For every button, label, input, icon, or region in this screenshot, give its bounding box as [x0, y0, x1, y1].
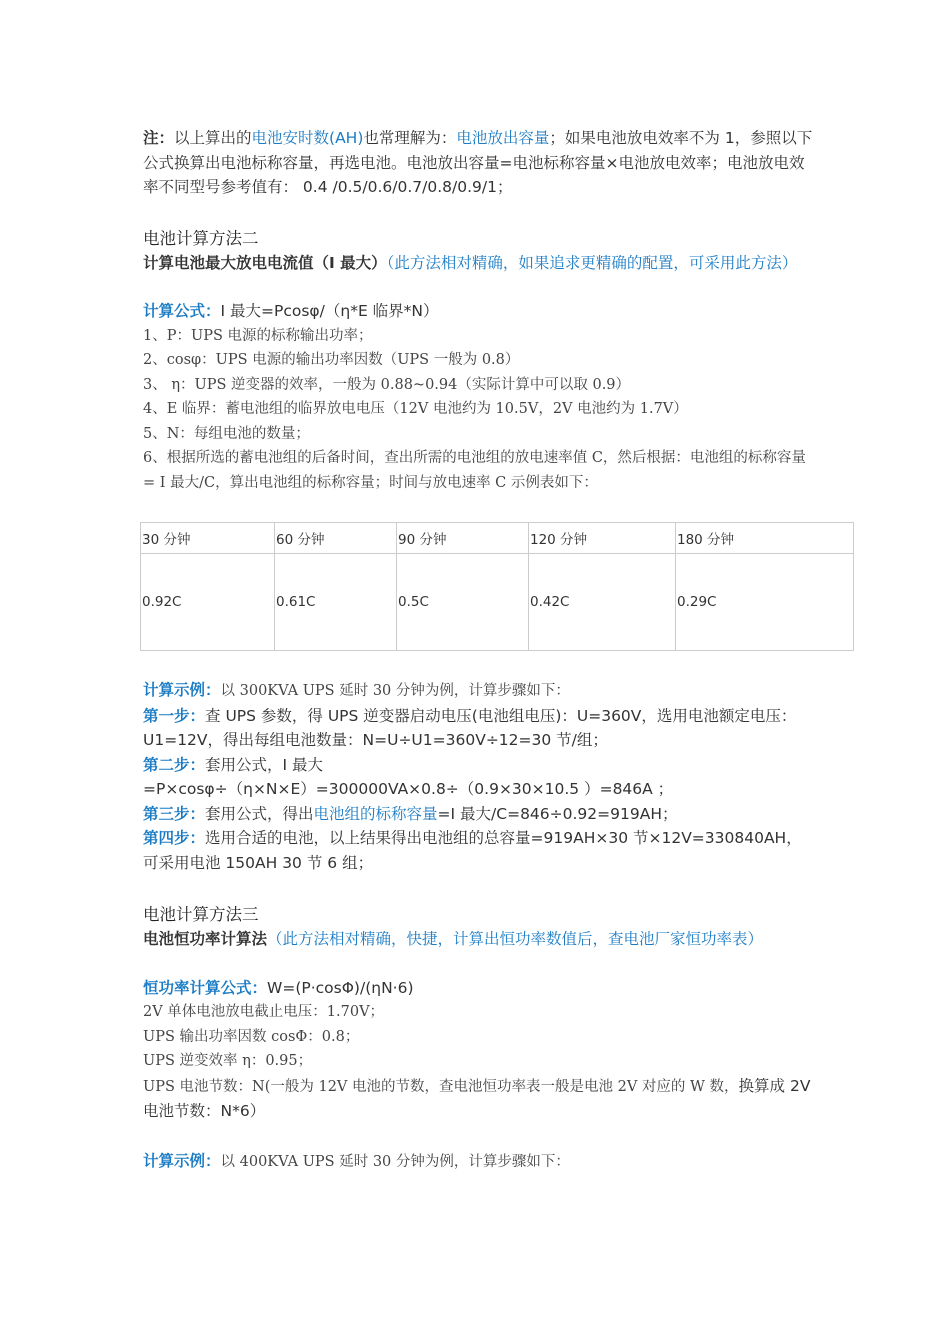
method3-heading: 电池计算方法三: [143, 905, 259, 924]
document-body: [143, 126, 813, 495]
table-header-cell: 180 分钟: [676, 523, 854, 554]
example1-intro: 计算示例：以 300KVA UPS 延时 30 分钟为例，计算步骤如下：: [143, 681, 570, 699]
example1-step2: 第二步：套用公式，I 最大: [143, 755, 324, 774]
table-cell: 0.29C: [676, 554, 854, 651]
example1-step4: 第四步：选用合适的电池，以上结果得出电池组的总容量=919AH×30 节×12V=330840AH，可采用电池 150AH 30 节 6 组；: [143, 829, 802, 872]
method2-item-6: 6、根据所选的蓄电池组的后备时间，查出所需的电池组的放电速率值 C，然后根据：电池组的标称容量= I 最大/C，算出电池组的标称容量；时间与放电速率 C 示例表如下：: [143, 450, 806, 491]
method3-item-3: UPS 逆变效率 η：0.95；: [143, 1053, 313, 1069]
table-row: [141, 554, 854, 651]
example1-step1: 第一步：查 UPS 参数，得 UPS 逆变器启动电压(电池组电压)：U=360V，选用电池额定电压： U1=12V，得出每组电池数量：N=U÷U1=360V÷12=30 节/组；: [143, 706, 797, 749]
note-paragraph: 注：以上算出的电池安时数(AH)也常理解为：电池放出容量；如果电池放电效率不为 1，参照以下公式换算出电池标称容量，再选电池。电池放出容量=电池标称容量×电池放电效率；电池放电效率不同型号参考值有： 0.4 /0.5/0.6/0.7/0.8/0.9/1；: [143, 129, 813, 196]
note-label: 注：: [143, 129, 175, 147]
example1-step3: 第三步：套用公式，得出电池组的标称容量=I 最大/C=846÷0.92=919AH；: [143, 804, 678, 823]
battery-ah-term: 电池安时数(AH): [251, 129, 364, 147]
method3-item-4: UPS 电池节数：N(一般为 12V 电池的节数，查电池恒功率表一般是电池 2V 对应的 W 数，换算成 2V 电池节数：N*6）: [143, 1076, 811, 1120]
table-header-cell: 120 分钟: [529, 523, 676, 554]
table-cell: 0.42C: [529, 554, 676, 651]
table-header-cell: 90 分钟: [397, 523, 529, 554]
table-header-cell: 30 分钟: [141, 523, 275, 554]
method2-formula: 计算公式：I 最大=Pcosφ/（η*E 临界*N）: [143, 302, 439, 320]
method2-item-1: 1、P：UPS 电源的标称输出功率；: [143, 327, 373, 344]
example2-intro: 计算示例：以 400KVA UPS 延时 30 分钟为例，计算步骤如下：: [143, 1151, 570, 1170]
method3-formula: 恒功率计算公式：W=(P·cosΦ)/(ηN·6): [143, 978, 414, 997]
method2-item-4: 4、E 临界：蓄电池组的临界放电电压（12V 电池约为 10.5V，2V 电池约为 1.7V）: [143, 401, 688, 417]
table-header-cell: 60 分钟: [275, 523, 397, 554]
discharge-capacity-term: 电池放出容量: [456, 129, 550, 147]
nominal-capacity-term: 电池组的标称容量: [313, 804, 438, 823]
method3-item-1: 2V 单体电池放电截止电压：1.70V；: [143, 1004, 385, 1020]
method3-item-2: UPS 输出功率因数 cosΦ：0.8；: [143, 1028, 360, 1045]
method3-subtitle: 电池恒功率计算法（此方法相对精确，快捷，计算出恒功率数值后，查电池厂家恒功率表）: [143, 930, 764, 948]
method2-item-5: 5、N：每组电池的数量；: [143, 425, 310, 442]
table-cell: 0.61C: [275, 554, 397, 651]
method2-subtitle: 计算电池最大放电电流值（I 最大）（此方法相对精确，如果追求更精确的配置，可采用此方法）: [143, 253, 798, 272]
table-header-row: [141, 523, 854, 554]
method2-item-2: 2、cosφ：UPS 电源的输出功率因数（UPS 一般为 0.8）: [143, 352, 520, 368]
table-cell: 0.92C: [141, 554, 275, 651]
method2-item-3: 3、 η：UPS 逆变器的效率，一般为 0.88~0.94（实际计算中可以取 0.9）: [143, 376, 631, 393]
method2-heading: 电池计算方法二: [143, 228, 259, 248]
table-cell: 0.5C: [397, 554, 529, 651]
discharge-rate-table: [140, 522, 854, 651]
document-body-continued: [143, 678, 813, 1174]
example1-step2-formula: =P×cosφ÷（η×N×E）=300000VA×0.8÷（0.9×30×10.5 ）=846A ；: [143, 780, 674, 798]
